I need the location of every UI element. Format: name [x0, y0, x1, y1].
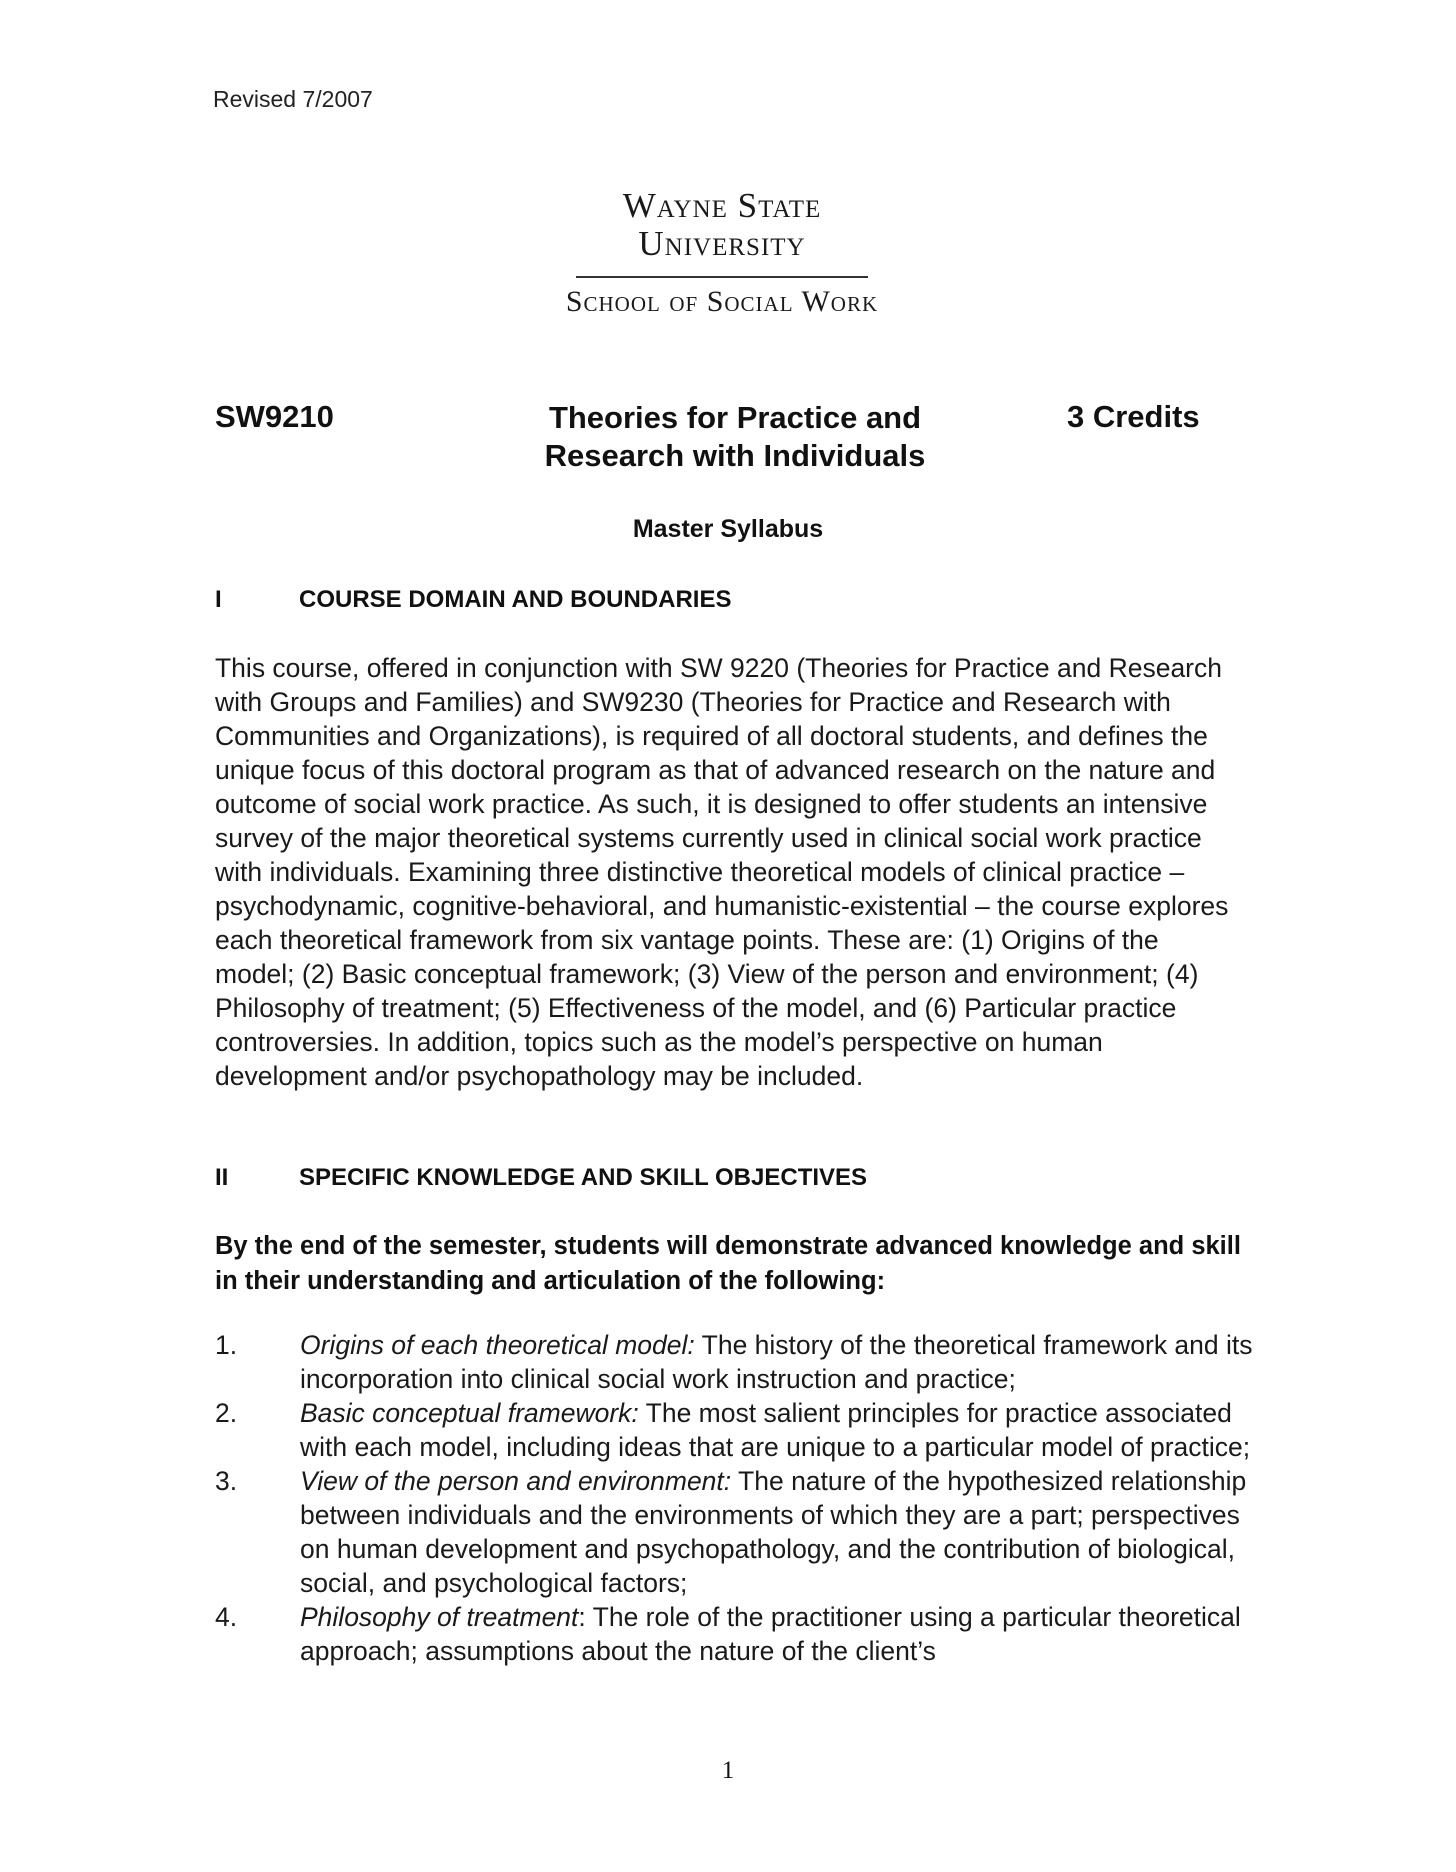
document-subtitle: Master Syllabus	[632, 515, 824, 543]
objectives-intro: By the end of the semester, students will demonstrate advanced knowledge and skill in their understanding and articulation of the following:	[215, 1232, 1241, 1295]
university-logo	[554, 178, 890, 333]
logo-rule	[576, 276, 868, 278]
section-number: I	[215, 586, 222, 613]
list-item-number: 1.	[215, 1330, 238, 1360]
list-item-number: 2.	[215, 1398, 238, 1428]
logo-line-1: Wayne State	[622, 186, 822, 225]
revision-date: Revised 7/2007	[213, 86, 373, 112]
section-title: SPECIFIC KNOWLEDGE AND SKILL OBJECTIVES	[299, 1164, 868, 1191]
course-title: Theories for Practice and Research with Individuals	[544, 400, 926, 473]
section-number: II	[215, 1164, 229, 1191]
page-number: 1	[721, 1757, 735, 1784]
list-item-number: 4.	[215, 1602, 238, 1632]
logo-subtitle: School of Social Work	[565, 285, 879, 318]
list-item-label: View of the person and environment:	[300, 1466, 732, 1496]
list-item	[215, 1600, 1255, 1668]
objectives-list	[215, 1328, 1255, 1668]
list-item-text: The nature of the hypothesized relationship between individuals and the environments of which they are a part; perspectives on human development and psychopathology, and the contribution of biological, social, and psychological factors;	[300, 1466, 1247, 1598]
logo-line-2: University	[638, 224, 806, 263]
list-item	[215, 1396, 1255, 1464]
list-item	[215, 1328, 1255, 1396]
list-item-label: Origins of each theoretical model:	[300, 1330, 695, 1360]
list-item-label: Philosophy of treatment	[300, 1602, 579, 1632]
section-1-paragraph: This course, offered in conjunction with SW 9220 (Theories for Practice and Research with Groups and Families) and SW9230 (Theories for Practice and Research with Communities and Organizations), is required of all doctoral students, and defines the unique focus of this doctoral program as that of advanced research on the nature and outcome of social work practice. As such, it is designed to offer students an intensive survey of the major theoretical systems currently used in clinical social work practice with individuals. Examining three distinctive theoretical models of clinical practice – psychodynamic, cognitive-behavioral, and humanistic-existential – the course explores each theoretical framework from six vantage points. These are: (1) Origins of the model; (2) Basic conceptual framework; (3) View of the person and environment; (4) Philosophy of treatment; (5) Effectiveness of the model, and (6) Particular practice controversies. In addition, topics such as the model’s perspective on human development and/or psychopathology may be included.	[215, 653, 1229, 1091]
course-code: SW9210	[215, 399, 334, 434]
list-item-text: : The role of the practitioner using a particular theoretical approach; assumptions about the nature of the client’s	[300, 1602, 1241, 1666]
list-item-label: Basic conceptual framework:	[300, 1398, 639, 1428]
section-title: COURSE DOMAIN AND BOUNDARIES	[299, 586, 732, 613]
list-item	[215, 1464, 1255, 1600]
list-item-text: The history of the theoretical framework and its incorporation into clinical social work instruction and practice;	[300, 1330, 1253, 1394]
list-item-text: The most salient principles for practice associated with each model, including ideas that are unique to a particular model of practice;	[300, 1398, 1251, 1462]
list-item-number: 3.	[215, 1466, 238, 1496]
course-credits: 3 Credits	[1067, 399, 1200, 434]
